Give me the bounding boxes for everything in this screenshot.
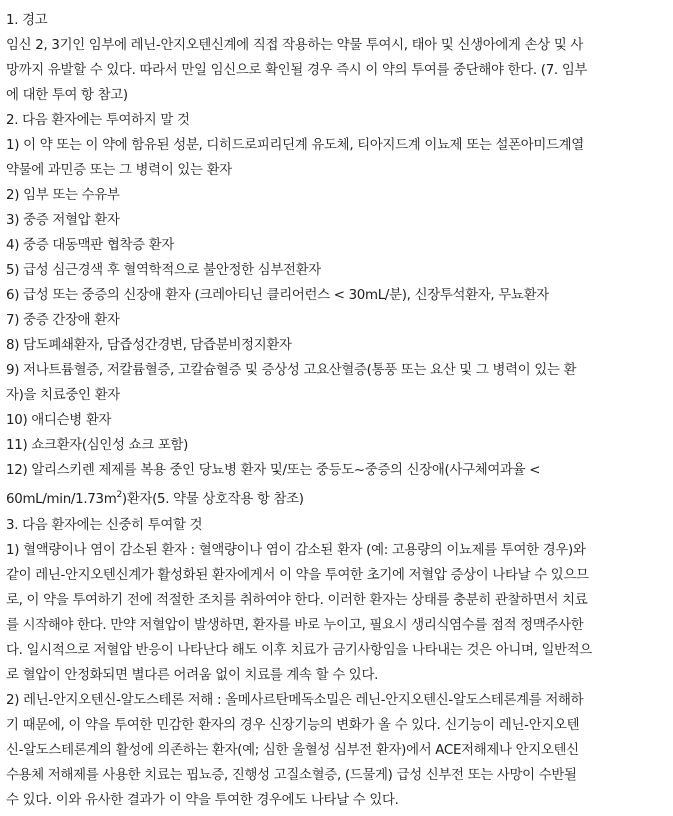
text-line: 로, 이 약을 투여하기 전에 적절한 조치를 취하여야 한다. 이러한 환자는 상태를 충분히 관찰하면서 치료 [6, 593, 588, 608]
text-line: 수 있다. 이와 유사한 결과가 이 약을 투여한 경우에도 나타날 수 있다. [6, 793, 399, 808]
text-line: 약물에 과민증 또는 그 병력이 있는 환자 [6, 163, 232, 178]
text-segment: 60mL/min/1.73m [6, 492, 117, 507]
text-line: 기 때문에, 이 약을 투여한 민감한 환자의 경우 신장기능의 변화가 올 수 있다. 신기능이 레닌-안지오텐 [6, 718, 580, 733]
text-line: 7) 중증 간장애 환자 [6, 313, 120, 328]
text-line: 다. 일시적으로 저혈압 반응이 나타난다 해도 이후 치료가 금기사항임을 나타내는 것은 아니며, 일반적으 [6, 643, 593, 658]
text-line: 2) 임부 또는 수유부 [6, 188, 120, 203]
text-line: 10) 애디슨병 환자 [6, 413, 112, 428]
text-line: 자)을 치료중인 환자 [6, 388, 120, 403]
text-line: 6) 급성 또는 중증의 신장애 환자 (크레아티닌 클리어런스 < 30mL/분), 신장투석환자, 무뇨환자 [6, 288, 549, 303]
text-line: 9) 저나트륨혈증, 저칼륨혈증, 고칼슘혈증 및 증상성 고요산혈증(통풍 또는 요산 및 그 병력이 있는 환 [6, 363, 577, 378]
text-line: 를 시작해야 한다. 만약 저혈압이 발생하면, 환자를 바로 누이고, 필요시 생리식염수를 점적 정맥주사한 [6, 618, 584, 633]
text-line: 임신 2, 3기인 임부에 레닌-안지오텐신계에 직접 작용하는 약물 투여시, 태아 및 신생아에게 손상 및 사 [6, 38, 584, 53]
text-line: 2) 레닌-안지오텐신-알도스테론 저해 : 올메사르탄메독소밀은 레닌-안지오텐신-알도스테론계를 저해하 [6, 693, 584, 708]
text-line: 1) 혈액량이나 염이 감소된 환자 : 혈액량이나 염이 감소된 환자 (예: 고용량의 이뇨제를 투여한 경우)와 [6, 543, 586, 558]
text-line: 수용체 저해제를 사용한 치료는 핍뇨증, 진행성 고질소혈증, (드물게) 급성 신부전 또는 사망이 수반될 [6, 768, 577, 783]
text-line-with-superscript [6, 483, 667, 513]
text-line: 같이 레닌-안지오텐신계가 활성화된 환자에게서 이 약을 투여한 초기에 저혈압 증상이 나타날 수 있으므 [6, 568, 589, 583]
text-line: 에 대한 투여 항 참고) [6, 88, 128, 103]
text-line: 8) 담도폐쇄환자, 담즙성간경변, 담즙분비정지환자 [6, 338, 292, 353]
text-line: 4) 중증 대동맥판 협착증 환자 [6, 238, 174, 253]
heading-precautions: 3. 다음 환자에는 신중히 투여할 것 [6, 518, 203, 533]
text-segment: )환자(5. 약물 상호작용 항 참조) [121, 492, 304, 507]
text-line: 망까지 유발할 수 있다. 따라서 만일 임신으로 확인될 경우 즉시 이 약의 투여를 중단해야 한다. (7. 임부 [6, 63, 588, 78]
text-line: 로 혈압이 안정화되면 별다른 어려움 없이 치료를 계속 할 수 있다. [6, 668, 379, 683]
text-line: 3) 중증 저혈압 환자 [6, 213, 120, 228]
heading-warning: 1. 경고 [6, 13, 48, 28]
text-line: 신-알도스테론계의 활성에 의존하는 환자(예; 심한 울혈성 심부전 환자)에서 ACE저해제나 안지오텐신 [6, 743, 579, 758]
text-line: 11) 쇼크환자(심인성 쇼크 포함) [6, 438, 189, 453]
heading-contraindications: 2. 다음 환자에는 투여하지 말 것 [6, 113, 190, 128]
text-line: 1) 이 약 또는 이 약에 함유된 성분, 디히드로피리딘계 유도체, 티아지드계 이뇨제 또는 설폰아미드계열 [6, 138, 584, 153]
text-line: 12) 알리스키렌 제제를 복용 중인 당뇨병 환자 및/또는 중등도~중증의 신장애(사구체여과율 < [6, 463, 541, 478]
superscript: 2 [116, 490, 122, 500]
text-line: 5) 급성 심근경색 후 혈역학적으로 불안정한 심부전환자 [6, 263, 321, 278]
